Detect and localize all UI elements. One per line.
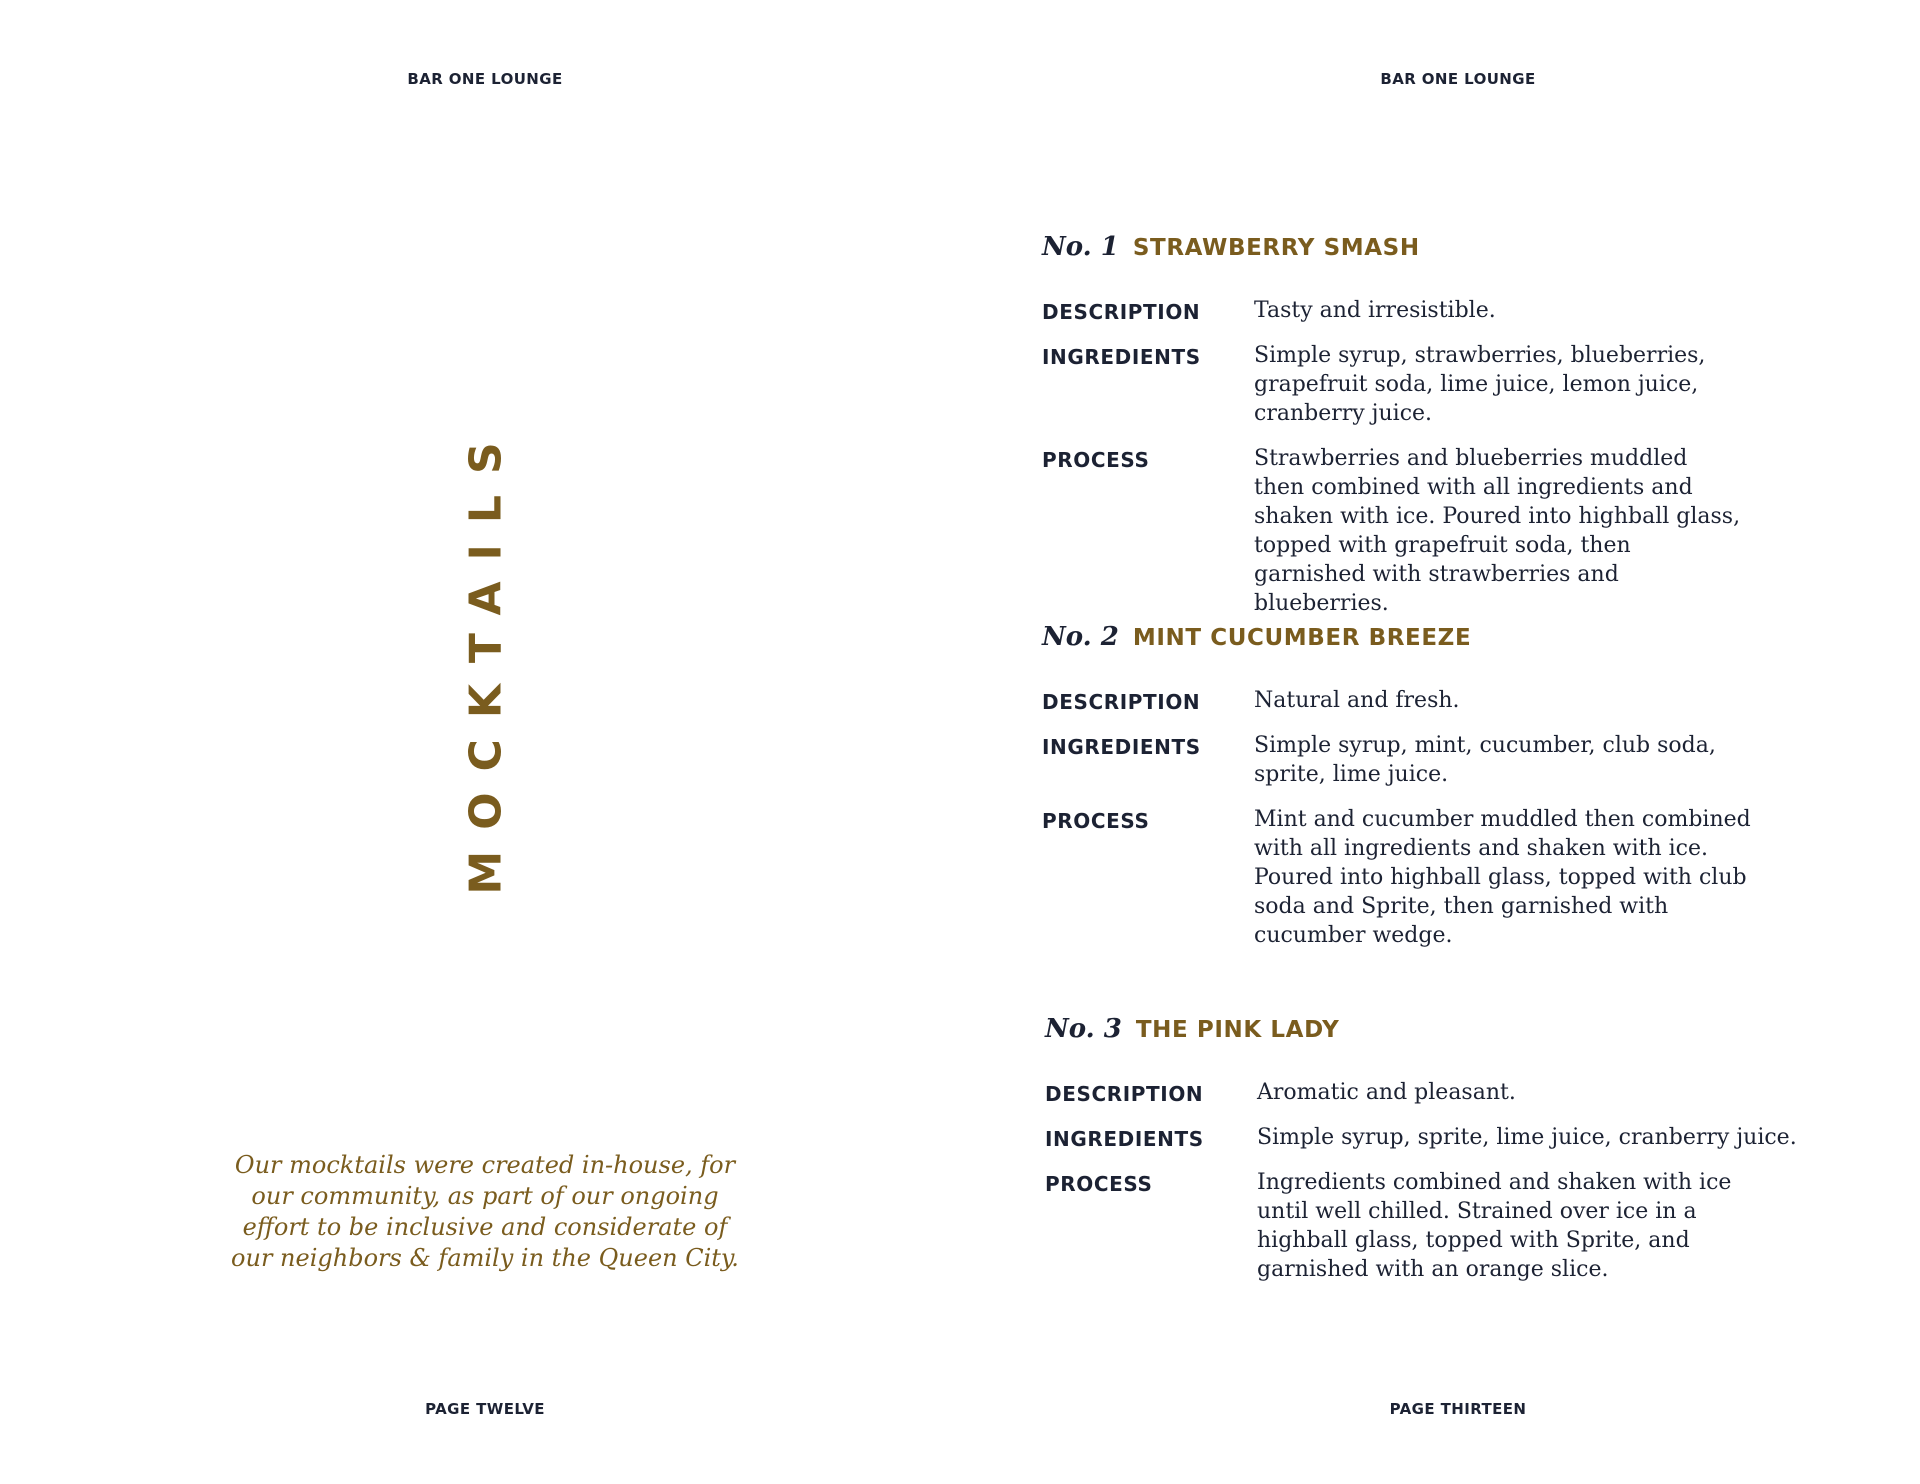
right-page-header: BAR ONE LOUNGE — [1380, 70, 1536, 88]
description-label: DESCRIPTION — [1042, 300, 1201, 324]
drink-number: No. 1 — [1042, 232, 1119, 262]
process-row — [1042, 444, 1802, 618]
description-row — [1045, 1078, 1805, 1107]
drink-title — [1045, 1014, 1805, 1044]
drink-entry — [1045, 1014, 1805, 1300]
drink-entry — [1042, 622, 1802, 966]
ingredients-label: INGREDIENTS — [1045, 1127, 1204, 1151]
process-label: PROCESS — [1045, 1172, 1153, 1196]
description-label: DESCRIPTION — [1045, 1082, 1204, 1106]
process-label: PROCESS — [1042, 448, 1150, 472]
process-value: Ingredients combined and shaken with ice until well chilled. Strained over ice in a highball glass, topped with Sprite, and garnished with an orange slice. — [1257, 1170, 1732, 1282]
right-page-footer: PAGE THIRTEEN — [1389, 1400, 1527, 1418]
ingredients-row — [1042, 341, 1802, 428]
left-page-header: BAR ONE LOUNGE — [407, 70, 563, 88]
drink-title — [1042, 232, 1802, 262]
ingredients-value: Simple syrup, sprite, lime juice, cranberry juice. — [1257, 1125, 1797, 1150]
ingredients-value: Simple syrup, strawberries, blueberries, grapefruit soda, lime juice, lemon juice, cranberry juice. — [1254, 343, 1706, 426]
drink-name: THE PINK LADY — [1135, 1017, 1340, 1043]
ingredients-row — [1042, 731, 1802, 789]
intro-text: Our mocktails were created in-house, for our community, as part of our ongoing effort to be inclusive and considerate of our neighbors & family in the Queen City. — [231, 1151, 739, 1272]
drink-name: STRAWBERRY SMASH — [1132, 235, 1420, 261]
description-row — [1042, 686, 1802, 715]
process-value: Mint and cucumber muddled then combined with all ingredients and shaken with ice. Poured into highball glass, topped with club soda and Sprite, then garnished with cucumber wedge. — [1254, 807, 1751, 948]
description-value: Tasty and irresistible. — [1254, 298, 1496, 323]
ingredients-label: INGREDIENTS — [1042, 735, 1201, 759]
ingredients-row — [1045, 1123, 1805, 1152]
drink-number: No. 2 — [1042, 622, 1119, 652]
drink-number: No. 3 — [1045, 1014, 1122, 1044]
description-row — [1042, 296, 1802, 325]
process-label: PROCESS — [1042, 809, 1150, 833]
description-value: Natural and fresh. — [1254, 688, 1460, 713]
left-page-footer: PAGE TWELVE — [425, 1400, 545, 1418]
drink-title — [1042, 622, 1802, 652]
description-value: Aromatic and pleasant. — [1257, 1080, 1516, 1105]
process-row — [1042, 805, 1802, 950]
description-label: DESCRIPTION — [1042, 690, 1201, 714]
section-title-vertical: MOCKTAILS — [460, 421, 512, 895]
process-row — [1045, 1168, 1805, 1284]
drink-name: MINT CUCUMBER BREEZE — [1132, 625, 1472, 651]
ingredients-label: INGREDIENTS — [1042, 345, 1201, 369]
process-value: Strawberries and blueberries muddled then combined with all ingredients and shaken with ice. Poured into highball glass, topped with grapefruit soda, then garnished with strawberries and blueberries. — [1254, 446, 1741, 616]
drink-entry — [1042, 232, 1802, 634]
ingredients-value: Simple syrup, mint, cucumber, club soda, sprite, lime juice. — [1254, 733, 1716, 787]
